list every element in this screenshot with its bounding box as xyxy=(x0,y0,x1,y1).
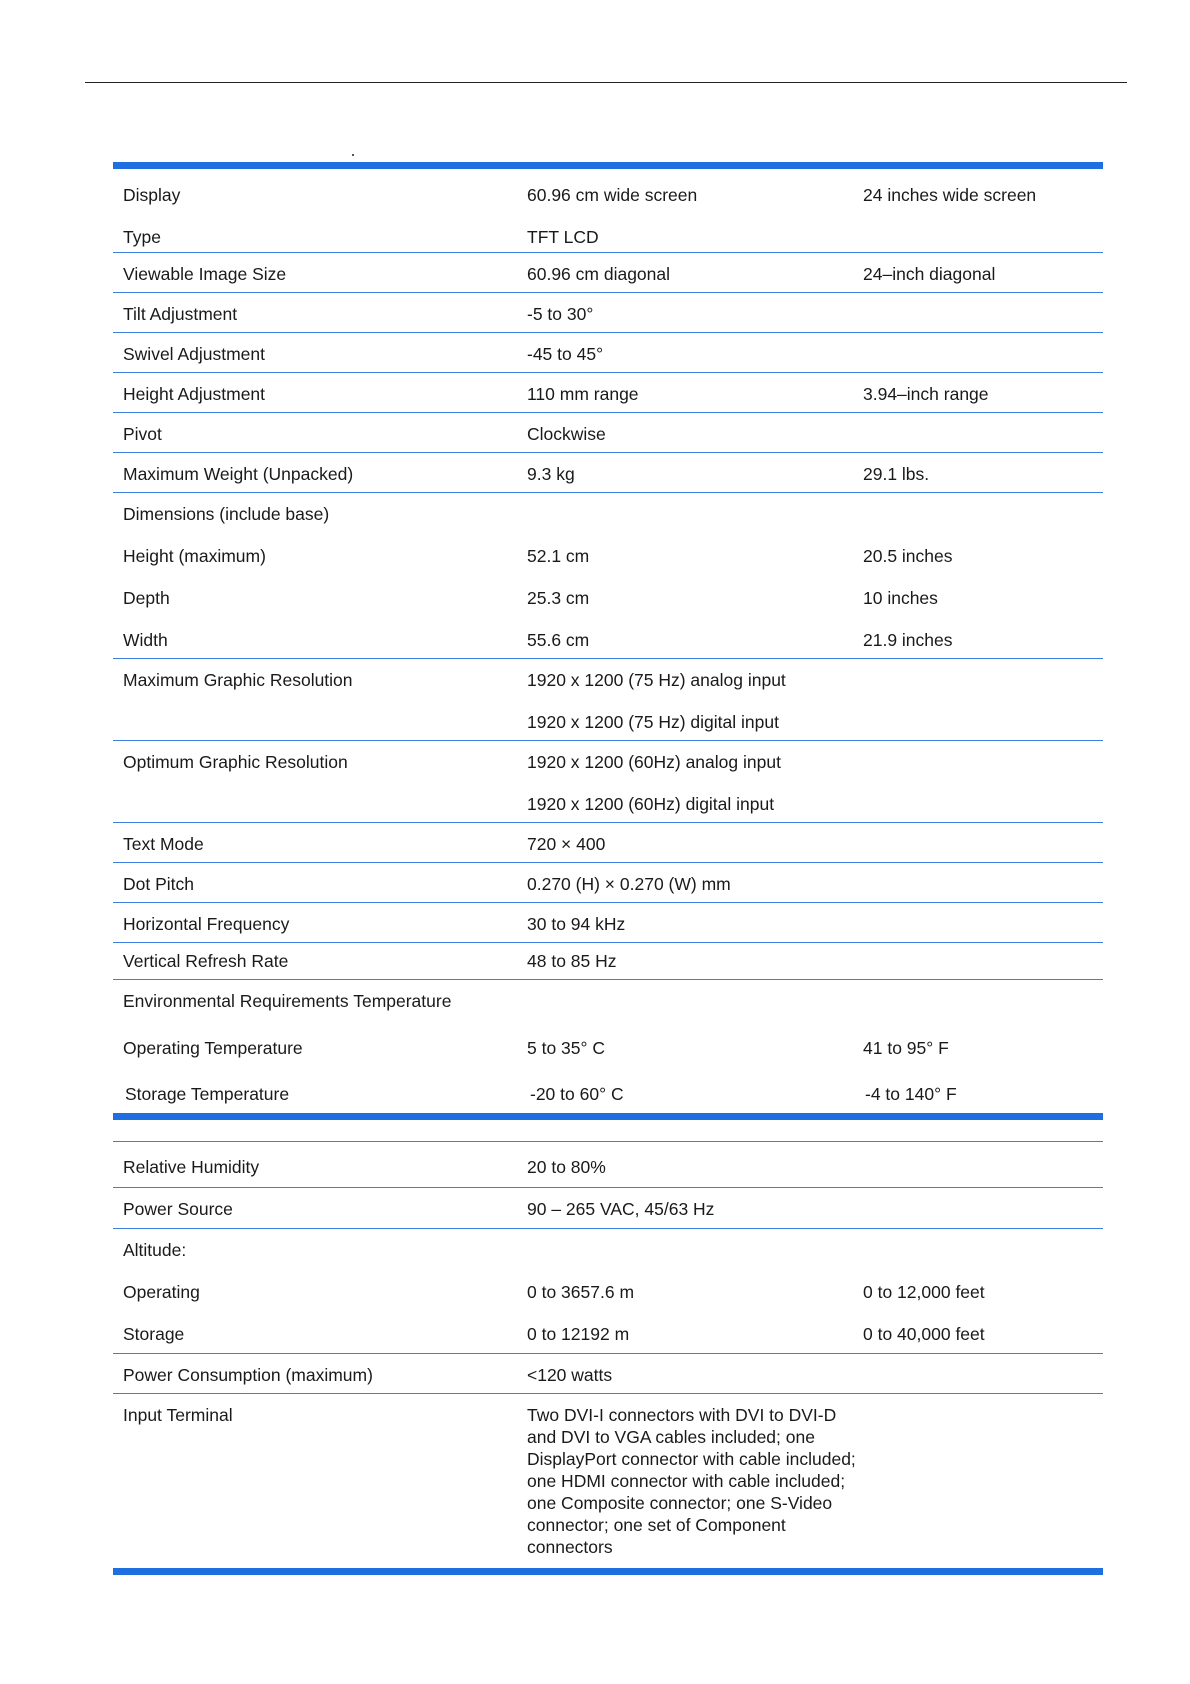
spec-metric: 1920 x 1200 (75 Hz) analog input xyxy=(527,670,786,690)
spec-imperial: 24 inches wide screen xyxy=(863,185,1037,205)
spec-label: Dimensions (include base) xyxy=(123,504,330,524)
spec-metric: 1920 x 1200 (75 Hz) digital input xyxy=(527,712,779,732)
spec-metric: 52.1 cm xyxy=(527,546,590,566)
spec-metric: 720 × 400 xyxy=(527,834,606,854)
spec-label: Environmental Requirements Temperature xyxy=(123,991,452,1011)
table-row xyxy=(113,169,1103,252)
table-row xyxy=(113,333,1103,372)
spec-label: Display xyxy=(123,185,181,205)
spec-metric: 1920 x 1200 (60Hz) analog input xyxy=(527,752,781,772)
spec-metric: 0 to 3657.6 m xyxy=(527,1282,635,1302)
spec-metric: 25.3 cm xyxy=(527,588,590,608)
spec-metric: 30 to 94 kHz xyxy=(527,914,626,934)
spec-label: Width xyxy=(123,630,168,650)
spec-imperial: 29.1 lbs. xyxy=(863,464,930,484)
spec-metric: 0.270 (H) × 0.270 (W) mm xyxy=(527,874,731,894)
table-bottom-bar xyxy=(113,1113,1103,1120)
spec-imperial: 21.9 inches xyxy=(863,630,953,650)
spec-imperial: 10 inches xyxy=(863,588,938,608)
spec-label: Input Terminal xyxy=(123,1405,233,1425)
spec-label: Relative Humidity xyxy=(123,1157,260,1177)
spec-label: Pivot xyxy=(123,424,162,444)
spec-label: Operating xyxy=(123,1282,200,1302)
spec-label: Vertical Refresh Rate xyxy=(123,951,289,971)
spec-metric: TFT LCD xyxy=(527,227,599,247)
spec-label: Horizontal Frequency xyxy=(123,914,290,934)
table-row xyxy=(113,1394,1103,1568)
spec-metric: -45 to 45° xyxy=(527,344,604,364)
table-row xyxy=(113,373,1103,412)
spec-metric: -20 to 60° C xyxy=(530,1084,624,1104)
spec-metric: -5 to 30° xyxy=(527,304,594,324)
table-row xyxy=(113,493,1103,658)
spec-label: Viewable Image Size xyxy=(123,264,287,284)
spec-label: Type xyxy=(123,227,161,247)
spec-metric: 55.6 cm xyxy=(527,630,590,650)
spec-label: Altitude: xyxy=(123,1240,187,1260)
specs-table-1 xyxy=(113,162,1103,1120)
stray-mark xyxy=(352,154,354,156)
spec-label: Maximum Weight (Unpacked) xyxy=(123,464,354,484)
spec-metric: 60.96 cm wide screen xyxy=(527,185,698,205)
table-top-bar xyxy=(113,162,1103,169)
spec-label: Storage xyxy=(123,1324,185,1344)
page-header-rule xyxy=(85,82,1127,83)
table-row xyxy=(113,1188,1103,1228)
spec-label: Optimum Graphic Resolution xyxy=(123,752,348,772)
spec-imperial: 0 to 12,000 feet xyxy=(863,1282,985,1302)
spec-imperial: 24–inch diagonal xyxy=(863,264,996,284)
spec-label: Depth xyxy=(123,588,170,608)
table-row xyxy=(113,741,1103,822)
spec-imperial: -4 to 140° F xyxy=(865,1084,957,1104)
spec-metric: 0 to 12192 m xyxy=(527,1324,630,1344)
spec-label: Operating Temperature xyxy=(123,1038,303,1058)
spec-metric: Two DVI-I connectors with DVI to DVI-D and DVI to VGA cables included; one DisplayPort connector with cable included; one HDMI connector with cable included; one Composite connector; one S-Video connector; one set of Component connectors xyxy=(527,1405,856,1557)
spec-imperial: 3.94–inch range xyxy=(863,384,989,404)
table-bottom-bar xyxy=(113,1568,1103,1575)
table-row xyxy=(113,1354,1103,1393)
spec-metric: 9.3 kg xyxy=(527,464,575,484)
spec-label: Power Consumption (maximum) xyxy=(123,1365,373,1385)
spec-metric: 20 to 80% xyxy=(527,1157,606,1177)
spec-imperial: 41 to 95° F xyxy=(863,1038,949,1058)
spec-metric: 60.96 cm diagonal xyxy=(527,264,671,284)
spec-label: Maximum Graphic Resolution xyxy=(123,670,353,690)
spec-label: Tilt Adjustment xyxy=(123,304,238,324)
table-row xyxy=(113,293,1103,332)
spec-label: Power Source xyxy=(123,1199,233,1219)
spec-label: Dot Pitch xyxy=(123,874,194,894)
spec-metric: 5 to 35° C xyxy=(527,1038,606,1058)
table-row xyxy=(113,413,1103,452)
specs-table-2 xyxy=(113,1141,1103,1575)
spec-label: Swivel Adjustment xyxy=(123,344,266,364)
table-row xyxy=(113,863,1103,902)
spec-imperial: 20.5 inches xyxy=(863,546,953,566)
table-row xyxy=(113,823,1103,862)
table-row xyxy=(113,943,1103,979)
spec-metric: <120 watts xyxy=(527,1365,613,1385)
spec-label: Text Mode xyxy=(123,834,204,854)
table-row xyxy=(113,253,1103,292)
spec-metric: 90 – 265 VAC, 45/63 Hz xyxy=(527,1199,715,1219)
spec-metric: 110 mm range xyxy=(527,384,639,404)
spec-label: Height (maximum) xyxy=(123,546,266,566)
spec-label: Height Adjustment xyxy=(123,384,266,404)
table-row xyxy=(113,659,1103,740)
spec-metric: Clockwise xyxy=(527,424,606,444)
table-row xyxy=(113,1229,1103,1353)
spec-metric: 1920 x 1200 (60Hz) digital input xyxy=(527,794,775,814)
table-row xyxy=(113,1142,1103,1187)
spec-label: Storage Temperature xyxy=(125,1084,290,1104)
table-row xyxy=(113,453,1103,492)
table-row xyxy=(113,980,1103,1113)
spec-metric: 48 to 85 Hz xyxy=(527,951,617,971)
spec-imperial: 0 to 40,000 feet xyxy=(863,1324,985,1344)
table-row xyxy=(113,903,1103,942)
